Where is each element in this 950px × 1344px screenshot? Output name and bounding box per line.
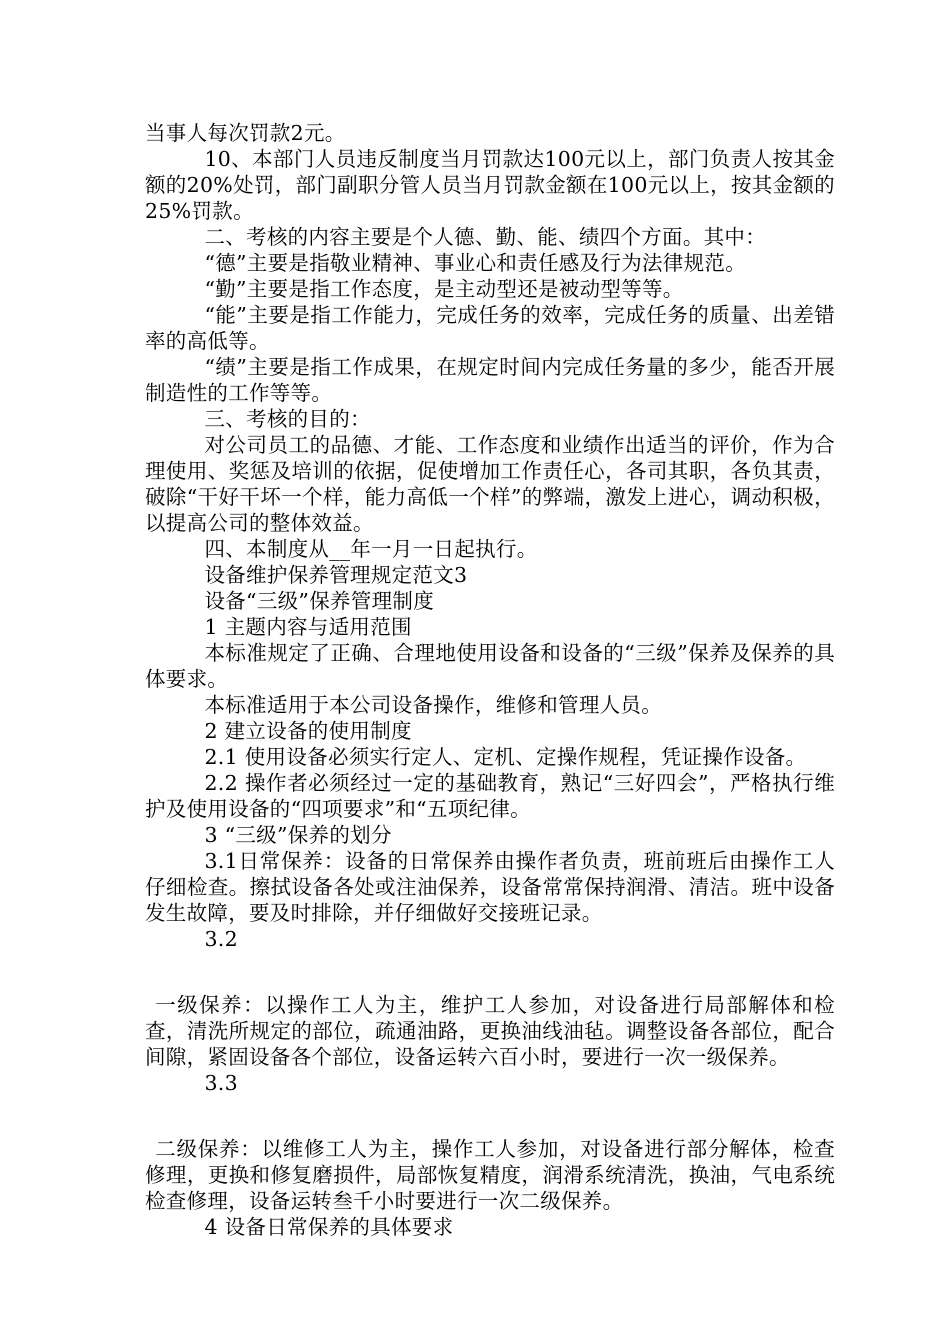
paragraph: 四、本制度从__年一月一日起执行。: [204, 537, 538, 561]
document-subtitle: 设备“三级”保养管理制度: [204, 589, 434, 613]
spacer: [145, 1096, 835, 1136]
paragraph: 2.1 使用设备必须实行定人、定机、定操作规程，凭证操作设备。: [204, 745, 807, 769]
paragraph: 本标准规定了正确、合理地使用设备和设备的“三级”保养及保养的具体要求。: [145, 641, 835, 691]
paragraph: 10、本部门人员违反制度当月罚款达100元以上，部门负责人按其金额的20%处罚，部门副职分管人员当月罚款金额在100元以上，按其金额的25%罚款。: [145, 147, 835, 223]
paragraph: 二级保养：以维修工人为主，操作工人参加，对设备进行部分解体，检查修理，更换和修复磨损件，局部恢复精度，润滑系统清洗，换油，气电系统检查修理，设备运转叁千小时要进行一次二级保养。: [145, 1137, 835, 1213]
paragraph: “勤”主要是指工作态度，是主动型还是被动型等等。: [204, 277, 684, 301]
spacer: [145, 952, 835, 992]
section-heading: 三、考核的目的：: [204, 407, 371, 431]
paragraph: 2.2 操作者必须经过一定的基础教育，熟记“三好四会”，严格执行维护及使用设备的“四项要求”和“五项纪律。: [145, 771, 835, 821]
section-heading: 2 建立设备的使用制度: [204, 719, 412, 743]
paragraph: 本标准适用于本公司设备操作，维修和管理人员。: [204, 693, 663, 717]
paragraph: “德”主要是指敬业精神、事业心和责任感及行为法律规范。: [204, 251, 746, 275]
document-body: [145, 120, 835, 1240]
paragraph: “能”主要是指工作能力，完成任务的效率，完成任务的质量、出差错率的高低等。: [145, 303, 835, 353]
paragraph: 当事人每次罚款2元。: [145, 121, 346, 145]
subsection-number: 3.3: [204, 1071, 238, 1095]
paragraph: 对公司员工的品德、才能、工作态度和业绩作出适当的评价，作为合理使用、奖惩及培训的依据，促使增加工作责任心，各司其职，各负其责，破除“干好干坏一个样，能力高低一个样”的弊端，激发上进心，调动积极，以提高公司的整体效益。: [145, 433, 835, 535]
paragraph: 一级保养：以操作工人为主，维护工人参加，对设备进行局部解体和检查，清洗所规定的部位，疏通油路，更换油线油毡。调整设备各部位，配合间隙，紧固设备各个部位，设备运转六百小时，要进行一次一级保养。: [145, 993, 835, 1069]
document-title: 设备维护保养管理规定范文3: [204, 563, 468, 587]
paragraph: 二、考核的内容主要是个人德、勤、能、绩四个方面。其中：: [204, 225, 767, 249]
subsection-number: 3.2: [204, 927, 238, 951]
paragraph: “绩”主要是指工作成果，在规定时间内完成任务量的多少，能否开展制造性的工作等等。: [145, 355, 835, 405]
section-heading: 4 设备日常保养的具体要求: [204, 1215, 454, 1239]
section-heading: 1 主题内容与适用范围: [204, 615, 412, 639]
paragraph: 3.1日常保养：设备的日常保养由操作者负责，班前班后由操作工人仔细检查。擦拭设备各处或注油保养，设备常常保持润滑、清洁。班中设备发生故障，要及时排除，并仔细做好交接班记录。: [145, 849, 835, 925]
section-heading: 3 “三级”保养的划分: [204, 823, 392, 847]
